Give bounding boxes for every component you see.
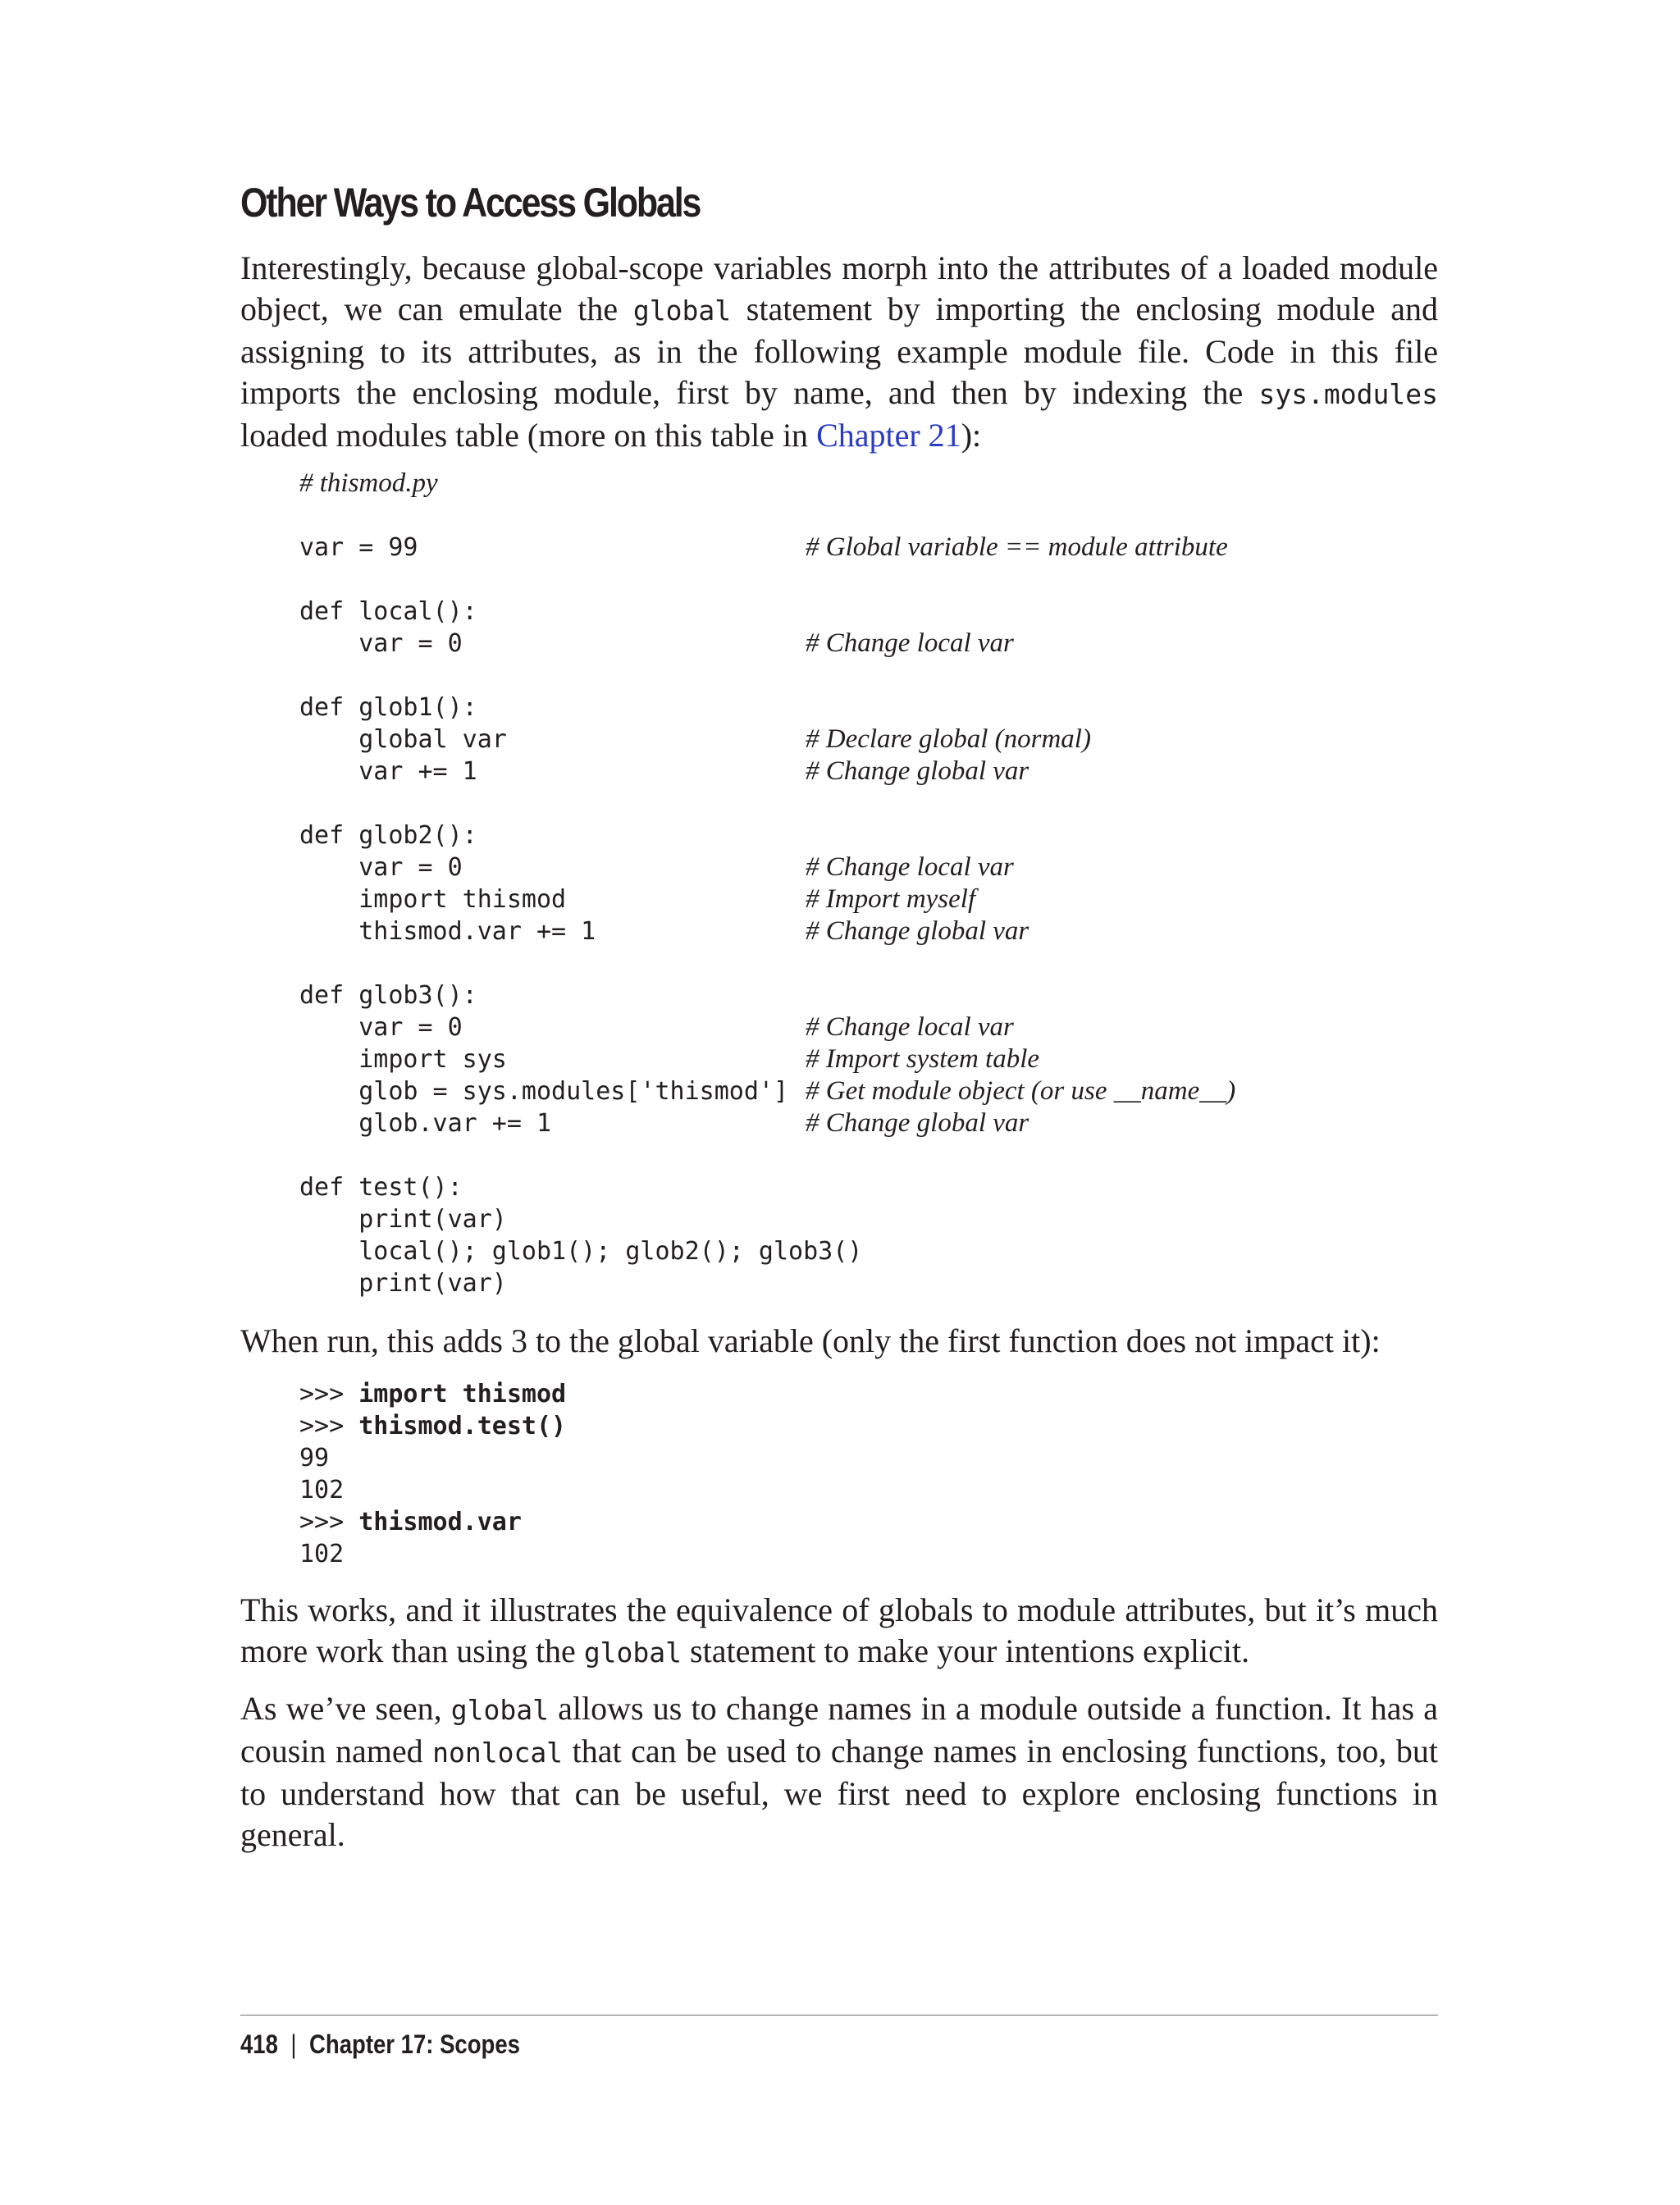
code-line: var = 0 # Change local var <box>299 628 1014 658</box>
code-comment: # Change global var <box>806 916 1029 946</box>
code-comment: # Change global var <box>806 756 1029 786</box>
footer-separator: | <box>290 2029 297 2059</box>
page-footer <box>240 2026 520 2062</box>
footer-rule <box>240 2015 1438 2016</box>
section-heading: Other Ways to Access Globals <box>240 180 701 226</box>
inline-code-sys-modules: sys.modules <box>1258 378 1438 410</box>
session-output: 102 <box>299 1476 345 1504</box>
code-line: local(); glob1(); glob2(); glob3() <box>299 1237 863 1266</box>
interactive-session <box>299 1378 566 1570</box>
code-line: def glob3(): <box>299 981 477 1010</box>
inline-code-global: global <box>632 294 732 326</box>
code-comment: # Change local var <box>806 852 1014 882</box>
code-line: glob.var += 1 # Change global var <box>299 1108 1029 1138</box>
code-line: def test(): <box>299 1173 463 1202</box>
code-comment: # Change local var <box>806 1012 1014 1042</box>
run-note-paragraph: When run, this adds 3 to the global variable (only the first function does not impact it): <box>240 1322 1381 1359</box>
code-line: def glob2(): <box>299 821 477 850</box>
code-line: var = 0 # Change local var <box>299 1012 1014 1042</box>
chapter-21-link[interactable]: Chapter 21 <box>816 417 961 454</box>
code-blank-line <box>299 500 1366 532</box>
code-blank-line <box>299 1139 1366 1171</box>
code-comment: # Global variable == module attribute <box>806 532 1228 562</box>
code-line: import sys # Import system table <box>299 1044 1040 1074</box>
code-comment: # Change global var <box>806 1108 1029 1138</box>
intro-text-2: statement by importing the enclosing module and assigning to its attributes, as in the following example module file. Code in this file imports the enclosing module, first by name, and then by indexing the <box>240 290 1438 411</box>
code-line: glob = sys.modules['thismod'] # Get module object (or use __name__) <box>299 1076 1236 1106</box>
inline-code-global: global <box>583 1637 682 1669</box>
nonlocal-paragraph: As we’ve seen, global allows us to change names in a module outside a function. It has a cousin named nonlocal that can be used to change names in enclosing functions, too, but to understand how that can be useful, we first need to explore enclosing functions in general. <box>240 1690 1438 1853</box>
session-line: >>> import thismod <box>299 1380 567 1408</box>
session-line: >>> thismod.test() <box>299 1412 567 1440</box>
code-line: thismod.var += 1 # Change global var <box>299 916 1029 946</box>
code-line: var = 99 # Global variable == module attribute <box>299 532 1228 562</box>
chapter-title: Chapter 17: Scopes <box>309 2029 520 2059</box>
code-line: print(var) <box>299 1269 507 1298</box>
code-listing <box>299 468 1366 1299</box>
code-blank-line <box>299 788 1366 819</box>
code-comment: # Declare global (normal) <box>806 724 1091 754</box>
page-number: 418 <box>240 2029 278 2059</box>
code-comment: # Import system table <box>806 1044 1040 1074</box>
session-line: >>> thismod.var <box>299 1508 522 1536</box>
code-line: def local(): <box>299 597 477 626</box>
code-blank-line <box>299 564 1366 596</box>
session-output: 102 <box>299 1540 345 1568</box>
intro-text-4: ): <box>961 417 982 454</box>
code-line: global var # Declare global (normal) <box>299 724 1091 754</box>
code-blank-line <box>299 947 1366 979</box>
equivalence-paragraph: This works, and it illustrates the equivalence of globals to module attributes, but it’s much more work than using the global statement to make your intentions explicit. <box>240 1591 1438 1669</box>
code-line: print(var) <box>299 1205 507 1234</box>
code-line: var = 0 # Change local var <box>299 852 1014 882</box>
code-comment: # Import myself <box>806 884 976 914</box>
inline-code-global: global <box>450 1694 549 1726</box>
code-comment: # Change local var <box>806 628 1014 658</box>
code-comment: # Get module object (or use __name__) <box>806 1076 1236 1106</box>
inline-code-nonlocal: nonlocal <box>432 1737 564 1769</box>
intro-paragraph <box>240 248 1438 456</box>
code-filename-comment: # thismod.py <box>299 468 438 498</box>
intro-text-1: Interestingly, because global-scope variables morph into the attributes of a loaded module object, we can emulate the <box>240 249 1438 327</box>
code-line: def glob1(): <box>299 693 477 722</box>
code-line: var += 1 # Change global var <box>299 756 1029 786</box>
code-blank-line <box>299 660 1366 692</box>
intro-text-3: loaded modules table (more on this table in <box>240 417 817 454</box>
code-line: import thismod # Import myself <box>299 884 976 914</box>
session-output: 99 <box>299 1444 330 1472</box>
